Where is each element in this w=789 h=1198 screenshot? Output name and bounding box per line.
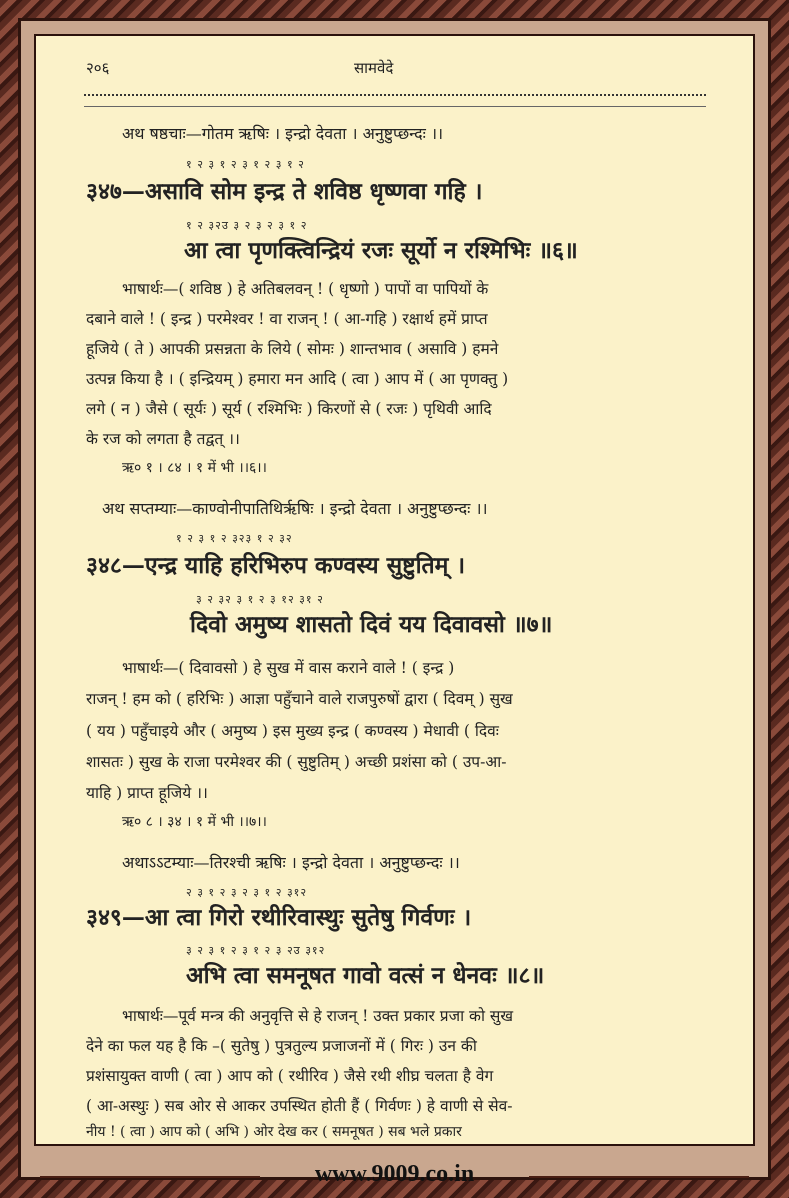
translation-line: भाषार्थः—( दिवावसो ) हे सुख में वास कराने वाले ! ( इन्द्र ) — [122, 659, 455, 677]
rigveda-reference: ऋ० ८ । ३४ । १ में भी ।।७।। — [122, 814, 267, 830]
mantra-line: दिवो अमुष्य शासतो दिवं यय दिवावसो ॥७॥ — [190, 611, 553, 638]
translation-line: देने का फल यह है कि –( सुतेषु ) पुत्रतुल्य प्रजाजनों में ( गिरः ) उन की — [86, 1037, 477, 1055]
header-ornament-rule — [84, 94, 706, 107]
accent-marks: ३ २ ३ १ २ ३ १ २ ३ २उ ३१२ — [186, 944, 326, 957]
translation-line: प्रशंसायुक्त वाणी ( त्वा ) आप को ( रथीरिव ) जैसे रथी शीघ्र चलता है वेग — [86, 1067, 494, 1085]
accent-marks: ३ २ ३२ ३ १ २ ३ १२ ३१ २ — [196, 593, 324, 606]
website-watermark: www.9009.co.in — [314, 1161, 475, 1187]
translation-line: ( यय ) पहुँचाइये और ( अमुष्य ) इस मुख्य इन्द्र ( कण्वस्य ) मेधावी ( दिवः — [86, 722, 499, 740]
translation-line: के रज को लगता है तद्वत् ।। — [86, 430, 240, 448]
section-meta: अथ सप्तम्याः—काण्वोनीपातिथिर्ऋषिः । इन्द्रो देवता । अनुष्टुप्छन्दः ।। — [102, 499, 488, 518]
section-meta: अथाऽऽटम्याः—तिरश्ची ऋषिः । इन्द्रो देवता । अनुष्टुप्छन्दः ।। — [122, 853, 460, 872]
translation-line: नीय ! ( त्वा ) आप को ( अभि ) ओर देख कर ( समनूषत ) सब भले प्रकार — [86, 1124, 462, 1140]
section-meta: अथ षष्ठचाः—गोतम ऋषिः । इन्द्रो देवता । अनुष्टुप्छन्दः ।। — [122, 124, 444, 143]
accent-marks: १ २ ३ १ २ ३२३ १ २ ३२ — [176, 532, 293, 545]
translation-line: हूजिये ( ते ) आपकी प्रसन्नता के लिये ( सोमः ) शान्तभाव ( असावि ) हमने — [86, 340, 499, 358]
translation-line: याहि ) प्राप्त हूजिये ।। — [86, 784, 208, 802]
translation-line: दबाने वाले ! ( इन्द्र ) परमेश्वर ! वा राजन् ! ( आ-गहि ) रक्षार्थ हमें प्राप्त — [86, 310, 488, 328]
book-title: सामवेदे — [354, 59, 394, 77]
translation-line: भाषार्थः—( शविष्ठ ) हे अतिबलवन् ! ( धृष्णो ) पापों वा पापियों के — [122, 280, 489, 298]
scanned-page — [34, 34, 755, 1146]
translation-line: ( आ-अस्थुः ) सब ओर से आकर उपस्थित होती हैं ( गिर्वणः ) हे वाणी से सेव- — [86, 1097, 513, 1115]
translation-line: भाषार्थः—पूर्व मन्त्र की अनुवृत्ति से हे राजन् ! उक्त प्रकार प्रजा को सुख — [122, 1007, 514, 1025]
mantra-line: ३४८—एन्द्र याहि हरिभिरुप कण्वस्य सुष्टुतिम् । — [86, 552, 466, 579]
mantra-line: आ त्वा पृणक्त्विन्द्रियं रजः सूर्यो न रश्मिभिः ॥६॥ — [184, 237, 578, 264]
translation-line: लगे ( न ) जैसे ( सूर्यः ) सूर्य ( रश्मिभिः ) किरणों से ( रजः ) पृथिवी आदि — [86, 400, 492, 418]
rigveda-reference: ऋ० १ । ८४ । १ में भी ।।६।। — [122, 460, 267, 476]
translation-line: उत्पन्न किया है । ( इन्द्रियम् ) हमारा मन आदि ( त्वा ) आप में ( आ पृणक्तु ) — [86, 370, 509, 388]
translation-line: राजन् ! हम को ( हरिभिः ) आज्ञा पहुँचाने वाले राजपुरुषों द्वारा ( दिवम् ) सुख — [86, 690, 513, 708]
accent-marks: १ २ ३ १ २ ३ १ २ ३ १ २ — [186, 158, 305, 171]
accent-marks: १ २ ३२उ ३ २ ३ २ ३ १ २ — [186, 219, 308, 232]
page-number: २०६ — [86, 59, 110, 77]
accent-marks: २ ३ १ २ ३ २ ३ १ २ ३१२ — [186, 886, 308, 899]
mantra-line: अभि त्वा समनूषत गावो वत्सं न धेनवः ॥८॥ — [186, 962, 545, 989]
translation-line: शासतः ) सुख के राजा परमेश्वर की ( सुष्टुतिम् ) अच्छी प्रशंसा को ( उप-आ- — [86, 753, 507, 771]
mantra-line: ३४७—असावि सोम इन्द्र ते शविष्ठ धृष्णवा गहि । — [86, 178, 483, 205]
mantra-line: ३४९—आ त्वा गिरो रथीरिवास्थुः सुतेषु गिर्वणः । — [86, 904, 472, 931]
